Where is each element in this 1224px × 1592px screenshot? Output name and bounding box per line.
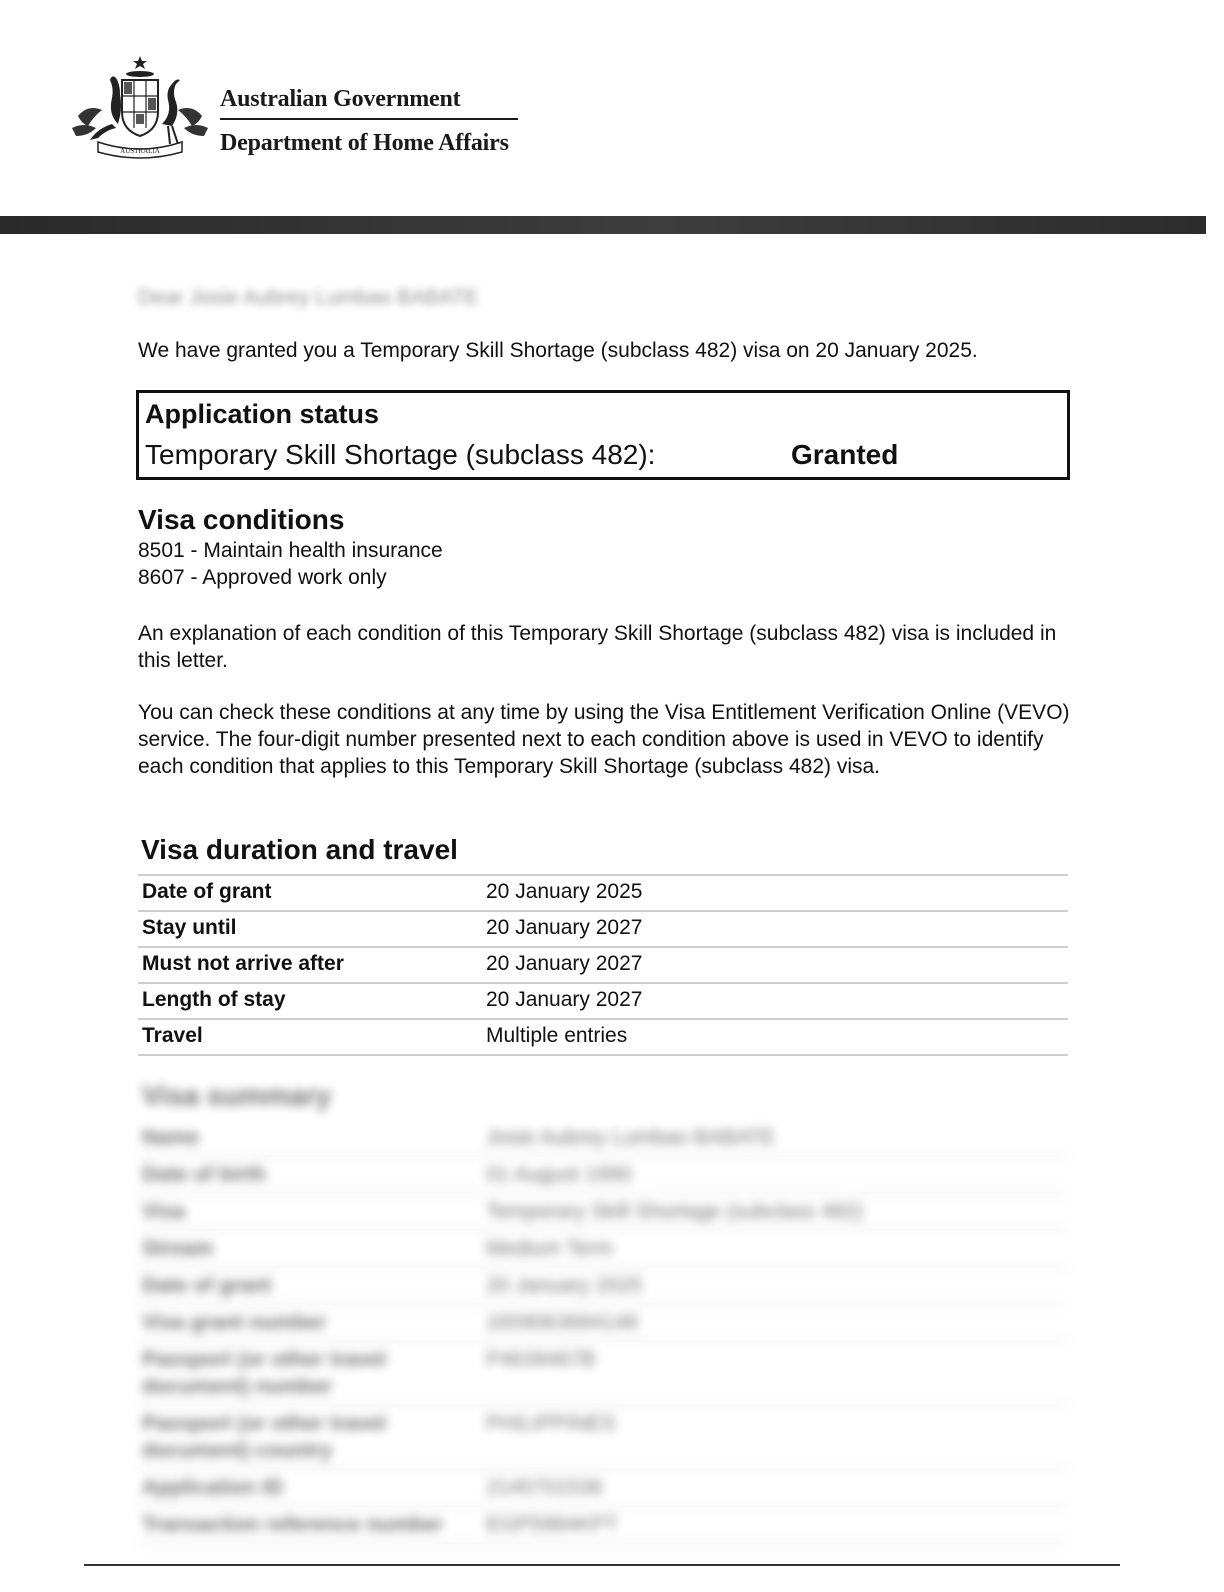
visa-summary-redacted: [138, 1080, 1068, 1544]
coat-of-arms-icon: [68, 54, 213, 162]
table-row: [138, 874, 1068, 910]
condition-item: 8607 - Approved work only: [138, 566, 387, 589]
salutation: Dear Josie Aubrey Lumbao BABATE: [138, 286, 479, 309]
row-value: 20 January 2027: [486, 916, 643, 939]
row-value: 2145701536: [486, 1476, 603, 1499]
row-label: Date of grant: [142, 1274, 272, 1297]
row-value: 20 January 2025: [486, 1274, 643, 1297]
government-name: Australian Government: [220, 86, 461, 112]
row-value: Multiple entries: [486, 1024, 628, 1047]
government-wordmark: [220, 84, 520, 158]
row-label: Date of grant: [142, 880, 272, 903]
row-label: Transaction reference number: [142, 1513, 444, 1536]
row-value: EGP5984KPT: [486, 1513, 618, 1536]
row-label: Date of birth: [142, 1163, 266, 1186]
department-name: Department of Home Affairs: [220, 130, 509, 156]
row-value: 01 August 1990: [486, 1163, 632, 1186]
footer-divider: [84, 1564, 1120, 1566]
row-label: Visa: [142, 1200, 185, 1223]
row-value: Temporary Skill Shortage (subclass 482): [486, 1200, 863, 1223]
table-row: [138, 982, 1068, 1018]
row-value: PHILIPPINES: [486, 1412, 616, 1435]
conditions-title: Visa conditions: [138, 504, 345, 535]
row-value: 20 January 2025: [486, 880, 643, 903]
duration-table: [138, 874, 1068, 1056]
header-band: [0, 216, 1206, 234]
status-visa: Temporary Skill Shortage (subclass 482):: [145, 439, 656, 470]
row-label: Passport (or other travel document) number: [142, 1348, 386, 1398]
row-label: Travel: [142, 1024, 203, 1047]
table-row: [138, 1018, 1068, 1056]
header-divider: [220, 118, 518, 120]
table-row: [138, 1157, 1068, 1194]
table-row: [138, 1305, 1068, 1342]
table-row: [138, 1406, 1068, 1470]
row-label: Name: [142, 1126, 200, 1149]
table-row: [138, 1231, 1068, 1268]
table-row: [138, 1194, 1068, 1231]
svg-text:AUSTRALIA: AUSTRALIA: [120, 147, 160, 155]
table-row: [138, 1120, 1068, 1157]
row-label: Stay until: [142, 916, 237, 939]
conditions-explanation: An explanation of each condition of this Temporary Skill Shortage (subclass 482) visa is included in this letter.: [138, 622, 1057, 672]
row-label: Length of stay: [142, 988, 286, 1011]
row-value: 20 January 2027: [486, 988, 643, 1011]
row-value: Medium Term: [486, 1237, 613, 1260]
row-value: P4639467B: [486, 1348, 596, 1371]
row-label: Stream: [142, 1237, 214, 1260]
summary-title: Visa summary: [142, 1080, 332, 1111]
table-row: [138, 946, 1068, 982]
table-row: [138, 1342, 1068, 1406]
duration-title: Visa duration and travel: [141, 834, 458, 865]
table-row: [138, 1268, 1068, 1305]
grant-intro: We have granted you a Temporary Skill Shortage (subclass 482) visa on 20 January 2025.: [138, 339, 978, 362]
table-row: [138, 1470, 1068, 1507]
row-value: 1659063684148: [486, 1311, 638, 1334]
row-label: Application ID: [142, 1476, 284, 1499]
condition-item: 8501 - Maintain health insurance: [138, 539, 443, 562]
table-row: [138, 910, 1068, 946]
row-label: Must not arrive after: [142, 952, 344, 975]
vevo-paragraph: You can check these conditions at any time by using the Visa Entitlement Verification Online (VEVO) service. The four-digit number presented next to each condition above is used in VEVO to identify each condition that applies to this Temporary Skill Shortage (subclass 482) visa.: [138, 701, 1070, 778]
row-label: Visa grant number: [142, 1311, 326, 1334]
status-value: Granted: [791, 439, 899, 470]
table-row: [138, 1507, 1068, 1544]
row-value: 20 January 2027: [486, 952, 643, 975]
status-title: Application status: [145, 399, 380, 429]
application-status-box: [136, 390, 1070, 480]
row-value: Josie Aubrey Lumbao BABATE: [486, 1126, 776, 1149]
row-label: Passport (or other travel document) country: [142, 1412, 386, 1462]
